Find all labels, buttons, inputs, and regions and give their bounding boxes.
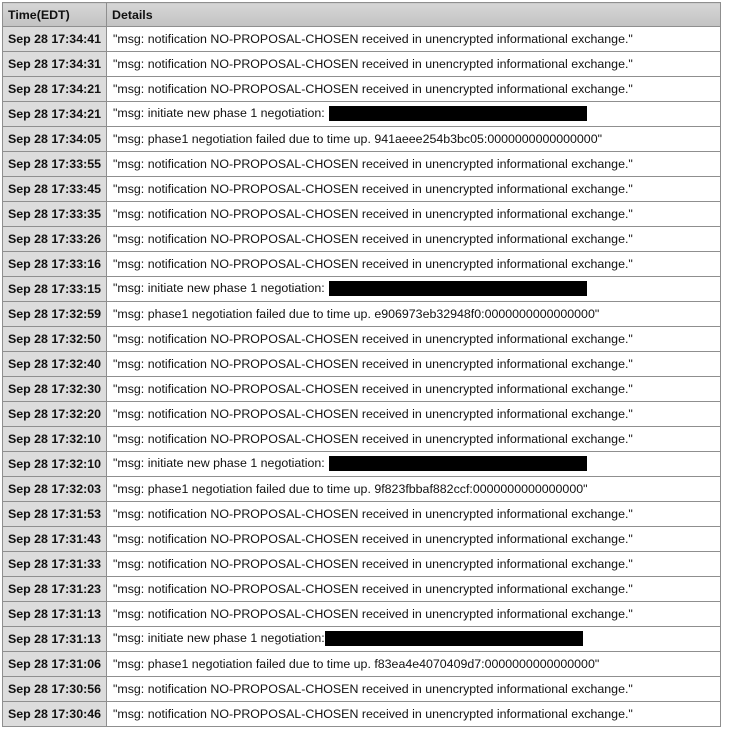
timestamp-cell: Sep 28 17:32:59 xyxy=(3,302,107,327)
table-row[interactable] xyxy=(3,352,721,377)
details-cell xyxy=(107,602,721,627)
timestamp-cell: Sep 28 17:31:13 xyxy=(3,602,107,627)
details-text: "msg: notification NO-PROPOSAL-CHOSEN received in unencrypted informational exchange." xyxy=(113,707,633,721)
details-cell xyxy=(107,227,721,252)
details-cell xyxy=(107,402,721,427)
details-cell xyxy=(107,327,721,352)
timestamp-cell: Sep 28 17:33:55 xyxy=(3,152,107,177)
table-row[interactable] xyxy=(3,177,721,202)
details-text: "msg: notification NO-PROPOSAL-CHOSEN received in unencrypted informational exchange." xyxy=(113,182,633,196)
details-cell xyxy=(107,552,721,577)
table-header xyxy=(3,3,721,27)
redaction-block xyxy=(325,631,583,646)
details-text: "msg: notification NO-PROPOSAL-CHOSEN received in unencrypted informational exchange." xyxy=(113,82,633,96)
table-row[interactable] xyxy=(3,52,721,77)
table-row[interactable] xyxy=(3,402,721,427)
table-row[interactable] xyxy=(3,452,721,477)
timestamp-cell: Sep 28 17:32:50 xyxy=(3,327,107,352)
table-row[interactable] xyxy=(3,227,721,252)
timestamp-cell: Sep 28 17:30:46 xyxy=(3,702,107,727)
timestamp-cell: Sep 28 17:33:15 xyxy=(3,277,107,302)
details-cell xyxy=(107,177,721,202)
details-text: "msg: notification NO-PROPOSAL-CHOSEN received in unencrypted informational exchange." xyxy=(113,32,633,46)
timestamp-cell: Sep 28 17:33:35 xyxy=(3,202,107,227)
timestamp-cell: Sep 28 17:34:21 xyxy=(3,77,107,102)
redaction-block xyxy=(329,281,587,296)
timestamp-cell: Sep 28 17:32:03 xyxy=(3,477,107,502)
redaction-block xyxy=(329,456,587,471)
timestamp-cell: Sep 28 17:31:33 xyxy=(3,552,107,577)
timestamp-cell: Sep 28 17:34:21 xyxy=(3,102,107,127)
table-row[interactable] xyxy=(3,427,721,452)
table-row[interactable] xyxy=(3,302,721,327)
table-row[interactable] xyxy=(3,552,721,577)
timestamp-cell: Sep 28 17:34:31 xyxy=(3,52,107,77)
details-cell xyxy=(107,377,721,402)
timestamp-cell: Sep 28 17:32:10 xyxy=(3,452,107,477)
table-row[interactable] xyxy=(3,602,721,627)
table-row[interactable] xyxy=(3,327,721,352)
details-text: "msg: phase1 negotiation failed due to time up. e906973eb32948f0:0000000000000000" xyxy=(113,307,600,321)
details-text: "msg: initiate new phase 1 negotiation: xyxy=(113,631,325,646)
details-cell xyxy=(107,652,721,677)
details-cell xyxy=(107,252,721,277)
table-row[interactable] xyxy=(3,702,721,727)
details-text: "msg: notification NO-PROPOSAL-CHOSEN received in unencrypted informational exchange." xyxy=(113,382,633,396)
details-text: "msg: notification NO-PROPOSAL-CHOSEN received in unencrypted informational exchange." xyxy=(113,257,633,271)
details-cell xyxy=(107,427,721,452)
details-text: "msg: notification NO-PROPOSAL-CHOSEN received in unencrypted informational exchange." xyxy=(113,407,633,421)
timestamp-cell: Sep 28 17:31:43 xyxy=(3,527,107,552)
details-text: "msg: notification NO-PROPOSAL-CHOSEN received in unencrypted informational exchange." xyxy=(113,232,633,246)
timestamp-cell: Sep 28 17:31:23 xyxy=(3,577,107,602)
details-text: "msg: phase1 negotiation failed due to time up. 941aeee254b3bc05:0000000000000000" xyxy=(113,132,602,146)
table-row[interactable] xyxy=(3,77,721,102)
timestamp-cell: Sep 28 17:33:26 xyxy=(3,227,107,252)
details-cell xyxy=(107,477,721,502)
details-cell xyxy=(107,677,721,702)
details-cell xyxy=(107,702,721,727)
table-row[interactable] xyxy=(3,502,721,527)
table-row[interactable] xyxy=(3,477,721,502)
table-row[interactable] xyxy=(3,277,721,302)
timestamp-cell: Sep 28 17:30:56 xyxy=(3,677,107,702)
header-row xyxy=(3,3,721,27)
table-row[interactable] xyxy=(3,152,721,177)
timestamp-cell: Sep 28 17:32:30 xyxy=(3,377,107,402)
table-body xyxy=(3,27,721,727)
timestamp-cell: Sep 28 17:33:45 xyxy=(3,177,107,202)
details-text: "msg: notification NO-PROPOSAL-CHOSEN received in unencrypted informational exchange." xyxy=(113,357,633,371)
details-text: "msg: notification NO-PROPOSAL-CHOSEN received in unencrypted informational exchange." xyxy=(113,532,633,546)
table-row[interactable] xyxy=(3,627,721,652)
details-text: "msg: notification NO-PROPOSAL-CHOSEN received in unencrypted informational exchange." xyxy=(113,432,633,446)
details-text: "msg: notification NO-PROPOSAL-CHOSEN received in unencrypted informational exchange." xyxy=(113,207,633,221)
details-text: "msg: initiate new phase 1 negotiation: xyxy=(113,106,325,121)
timestamp-cell: Sep 28 17:31:53 xyxy=(3,502,107,527)
table-row[interactable] xyxy=(3,577,721,602)
time-column-header[interactable]: Time(EDT) xyxy=(3,3,107,27)
timestamp-cell: Sep 28 17:32:20 xyxy=(3,402,107,427)
redaction-block xyxy=(329,106,587,121)
table-row[interactable] xyxy=(3,102,721,127)
details-cell xyxy=(107,352,721,377)
table-row[interactable] xyxy=(3,252,721,277)
details-text: "msg: initiate new phase 1 negotiation: xyxy=(113,456,325,471)
timestamp-cell: Sep 28 17:32:10 xyxy=(3,427,107,452)
details-cell xyxy=(107,527,721,552)
details-text: "msg: phase1 negotiation failed due to time up. f83ea4e4070409d7:0000000000000000" xyxy=(113,657,600,671)
details-cell xyxy=(107,202,721,227)
timestamp-cell: Sep 28 17:34:41 xyxy=(3,27,107,52)
details-cell xyxy=(107,127,721,152)
table-row[interactable] xyxy=(3,377,721,402)
details-column-header[interactable]: Details xyxy=(107,3,721,27)
details-text: "msg: notification NO-PROPOSAL-CHOSEN received in unencrypted informational exchange." xyxy=(113,57,633,71)
details-text: "msg: notification NO-PROPOSAL-CHOSEN received in unencrypted informational exchange." xyxy=(113,507,633,521)
details-text: "msg: initiate new phase 1 negotiation: xyxy=(113,281,325,296)
details-text: "msg: notification NO-PROPOSAL-CHOSEN received in unencrypted informational exchange." xyxy=(113,607,633,621)
table-row[interactable] xyxy=(3,652,721,677)
details-text: "msg: notification NO-PROPOSAL-CHOSEN received in unencrypted informational exchange." xyxy=(113,157,633,171)
details-cell xyxy=(107,152,721,177)
details-text: "msg: notification NO-PROPOSAL-CHOSEN received in unencrypted informational exchange." xyxy=(113,582,633,596)
details-cell xyxy=(107,452,721,477)
details-cell xyxy=(107,627,721,652)
details-cell xyxy=(107,52,721,77)
details-text: "msg: notification NO-PROPOSAL-CHOSEN received in unencrypted informational exchange." xyxy=(113,682,633,696)
log-table xyxy=(2,2,721,727)
details-cell xyxy=(107,102,721,127)
details-text: "msg: phase1 negotiation failed due to time up. 9f823fbbaf882ccf:0000000000000000" xyxy=(113,482,588,496)
details-cell xyxy=(107,77,721,102)
timestamp-cell: Sep 28 17:31:13 xyxy=(3,627,107,652)
details-text: "msg: notification NO-PROPOSAL-CHOSEN received in unencrypted informational exchange." xyxy=(113,557,633,571)
table-row[interactable] xyxy=(3,677,721,702)
details-cell xyxy=(107,27,721,52)
timestamp-cell: Sep 28 17:34:05 xyxy=(3,127,107,152)
details-cell xyxy=(107,277,721,302)
details-cell xyxy=(107,302,721,327)
details-cell xyxy=(107,577,721,602)
table-row[interactable] xyxy=(3,202,721,227)
details-text: "msg: notification NO-PROPOSAL-CHOSEN received in unencrypted informational exchange." xyxy=(113,332,633,346)
timestamp-cell: Sep 28 17:33:16 xyxy=(3,252,107,277)
table-row[interactable] xyxy=(3,27,721,52)
table-row[interactable] xyxy=(3,527,721,552)
details-cell xyxy=(107,502,721,527)
table-row[interactable] xyxy=(3,127,721,152)
timestamp-cell: Sep 28 17:32:40 xyxy=(3,352,107,377)
timestamp-cell: Sep 28 17:31:06 xyxy=(3,652,107,677)
